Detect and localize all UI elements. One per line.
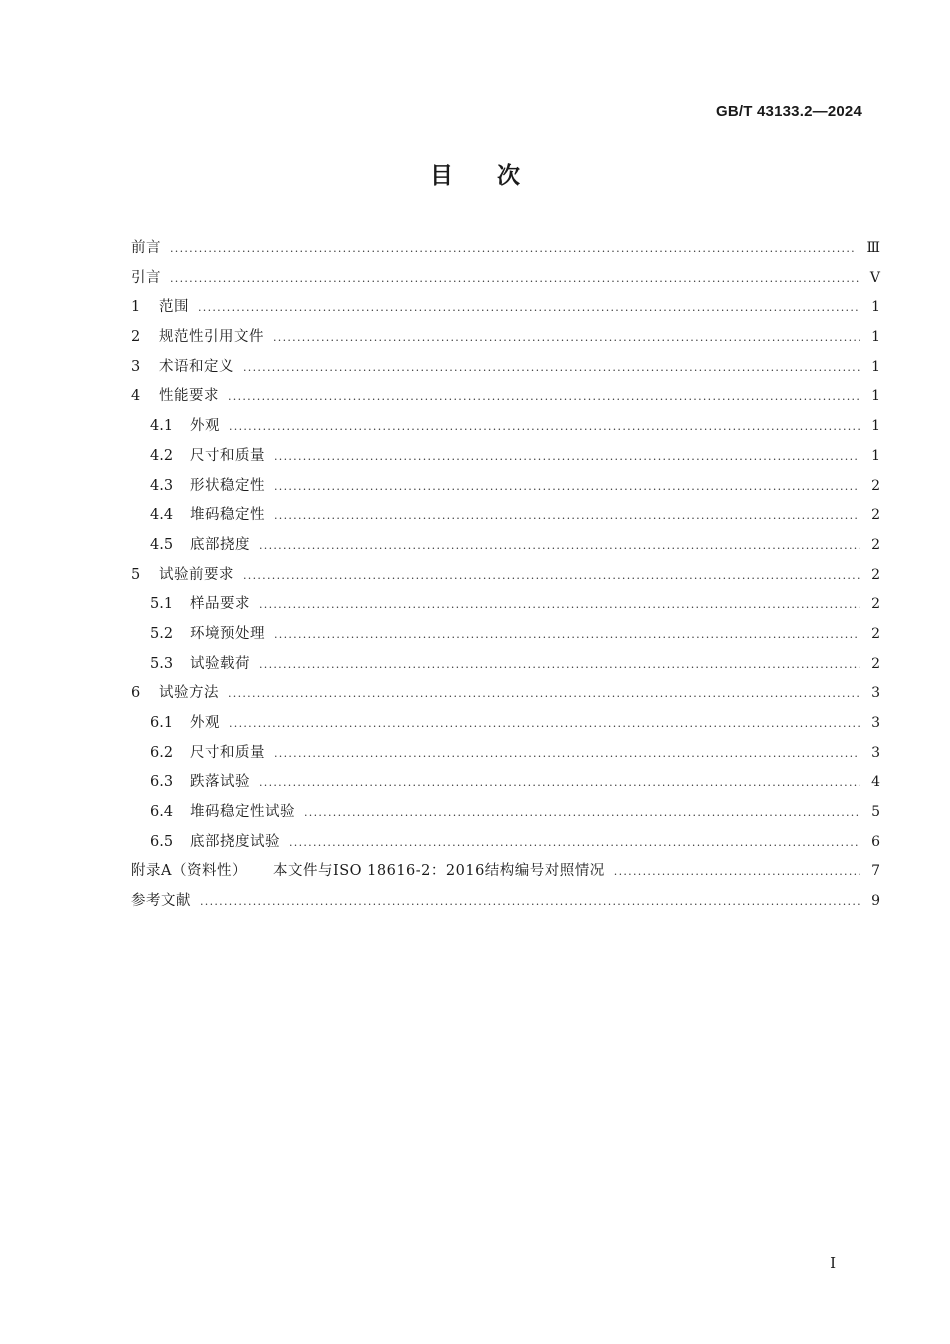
toc-label: 外观 — [190, 715, 220, 731]
toc-entry-6-1[interactable] — [131, 711, 880, 741]
toc-number: 5 — [131, 566, 141, 583]
toc-entry-bibliography[interactable] — [131, 889, 880, 919]
leader-dots — [304, 806, 860, 819]
toc-page: 6 — [871, 833, 880, 850]
page-title: 目次 — [430, 163, 564, 189]
leader-dots — [274, 747, 860, 760]
toc-page: 1 — [871, 358, 880, 375]
toc-page: Ⅲ — [866, 240, 880, 256]
leader-dots — [229, 717, 860, 730]
toc-entry-introduction[interactable] — [131, 266, 880, 296]
toc-number: 6.4 — [150, 804, 174, 821]
toc-number: 4.4 — [150, 507, 174, 524]
leader-dots — [228, 687, 860, 700]
toc-page: 1 — [871, 447, 880, 464]
toc-label: 引言 — [131, 269, 161, 286]
leader-dots — [274, 450, 860, 463]
toc-page: 5 — [871, 804, 880, 821]
leader-dots — [200, 895, 860, 908]
toc-page: 1 — [871, 418, 880, 435]
standard-number: GB/T 43133.2—2024 — [716, 103, 862, 120]
toc-entry-1[interactable] — [131, 295, 880, 325]
toc-entry-4[interactable] — [131, 384, 880, 414]
toc-page: 1 — [871, 299, 880, 316]
toc-label: 底部挠度试验 — [190, 833, 280, 850]
toc-number: 4.5 — [150, 536, 174, 553]
toc-number: 6.3 — [150, 774, 174, 791]
toc-page: 1 — [871, 388, 880, 405]
leader-dots — [274, 480, 860, 493]
toc-page: 3 — [871, 744, 880, 761]
toc-label: 规范性引用文件 — [159, 329, 264, 346]
toc-label: 跌落试验 — [190, 774, 250, 791]
toc-entry-2[interactable] — [131, 325, 880, 355]
toc-label: 前言 — [131, 240, 161, 256]
toc-number: 4 — [131, 388, 141, 405]
toc-page: 2 — [871, 625, 880, 642]
toc-page: 2 — [871, 507, 880, 524]
toc-label: 堆码稳定性 — [190, 507, 265, 524]
toc-number: 3 — [131, 358, 141, 375]
toc-label: 形状稳定性 — [190, 477, 265, 494]
toc-number: 1 — [131, 299, 141, 316]
toc-page: 7 — [871, 863, 880, 880]
leader-dots — [259, 539, 860, 552]
toc-label: 外观 — [190, 418, 220, 435]
toc-page: 2 — [871, 596, 880, 613]
toc-entry-4-2[interactable] — [131, 444, 880, 474]
toc-number: 6.2 — [150, 744, 174, 761]
toc-number: 2 — [131, 329, 141, 346]
toc-page: 2 — [871, 655, 880, 672]
toc-number: 5.3 — [150, 655, 174, 672]
toc-label: 附录A（资料性） — [131, 863, 247, 880]
leader-dots — [273, 331, 860, 344]
toc-page: V — [869, 269, 880, 286]
toc-label: 试验前要求 — [159, 566, 234, 583]
toc-entry-3[interactable] — [131, 355, 880, 385]
toc-page: 9 — [871, 893, 880, 910]
leader-dots — [243, 569, 860, 582]
toc-entry-4-3[interactable] — [131, 474, 880, 504]
toc-entry-4-5[interactable] — [131, 533, 880, 563]
toc-entry-4-4[interactable] — [131, 503, 880, 533]
leader-dots — [259, 776, 860, 789]
toc-label: 试验载荷 — [190, 655, 250, 672]
toc-label: 尺寸和质量 — [190, 447, 265, 464]
leader-dots — [170, 242, 856, 255]
toc-label: 尺寸和质量 — [190, 744, 265, 761]
toc-label: 试验方法 — [159, 685, 219, 702]
leader-dots — [289, 836, 860, 849]
toc-entry-5-2[interactable] — [131, 622, 880, 652]
toc-entry-6[interactable] — [131, 681, 880, 711]
toc-page: 2 — [871, 536, 880, 553]
toc-label: 性能要求 — [159, 388, 219, 405]
page-number: I — [830, 1254, 836, 1272]
leader-dots — [274, 628, 860, 641]
toc-entry-4-1[interactable] — [131, 414, 880, 444]
leader-dots — [274, 509, 860, 522]
toc-annex-title: 本文件与ISO 18616-2：2016结构编号对照情况 — [272, 863, 605, 880]
leader-dots — [259, 658, 860, 671]
toc-entry-foreword[interactable] — [131, 236, 880, 266]
toc-entry-6-4[interactable] — [131, 800, 880, 830]
toc-number: 5.2 — [150, 625, 174, 642]
toc-page: 4 — [871, 774, 880, 791]
toc-entry-5-3[interactable] — [131, 652, 880, 682]
toc-label: 术语和定义 — [159, 358, 234, 375]
leader-dots — [259, 598, 860, 611]
toc-entry-6-2[interactable] — [131, 741, 880, 771]
toc-number: 6.5 — [150, 833, 174, 850]
toc-label: 参考文献 — [131, 893, 191, 910]
toc-page: 3 — [871, 685, 880, 702]
toc-label: 范围 — [159, 299, 189, 316]
toc-entry-5[interactable] — [131, 563, 880, 593]
toc-page: 2 — [871, 477, 880, 494]
toc-entry-6-3[interactable] — [131, 770, 880, 800]
toc-entry-annex-a[interactable] — [131, 859, 880, 889]
leader-dots — [198, 301, 860, 314]
toc-page: 2 — [871, 566, 880, 583]
toc-number: 5.1 — [150, 596, 174, 613]
leader-dots — [243, 361, 860, 374]
toc-page: 3 — [871, 715, 880, 731]
toc-number: 4.2 — [150, 447, 174, 464]
toc-number: 4.3 — [150, 477, 174, 494]
table-of-contents — [131, 236, 880, 919]
toc-number: 6.1 — [150, 715, 174, 731]
toc-entry-5-1[interactable] — [131, 592, 880, 622]
toc-entry-6-5[interactable] — [131, 830, 880, 860]
toc-label: 环境预处理 — [190, 625, 265, 642]
leader-dots — [228, 390, 860, 403]
toc-label: 样品要求 — [190, 596, 250, 613]
toc-label: 底部挠度 — [190, 536, 250, 553]
toc-number: 6 — [131, 685, 141, 702]
toc-number: 4.1 — [150, 418, 174, 435]
leader-dots — [170, 272, 860, 285]
toc-page: 1 — [871, 329, 880, 346]
leader-dots — [614, 865, 860, 878]
toc-label: 堆码稳定性试验 — [190, 804, 295, 821]
leader-dots — [229, 420, 860, 433]
